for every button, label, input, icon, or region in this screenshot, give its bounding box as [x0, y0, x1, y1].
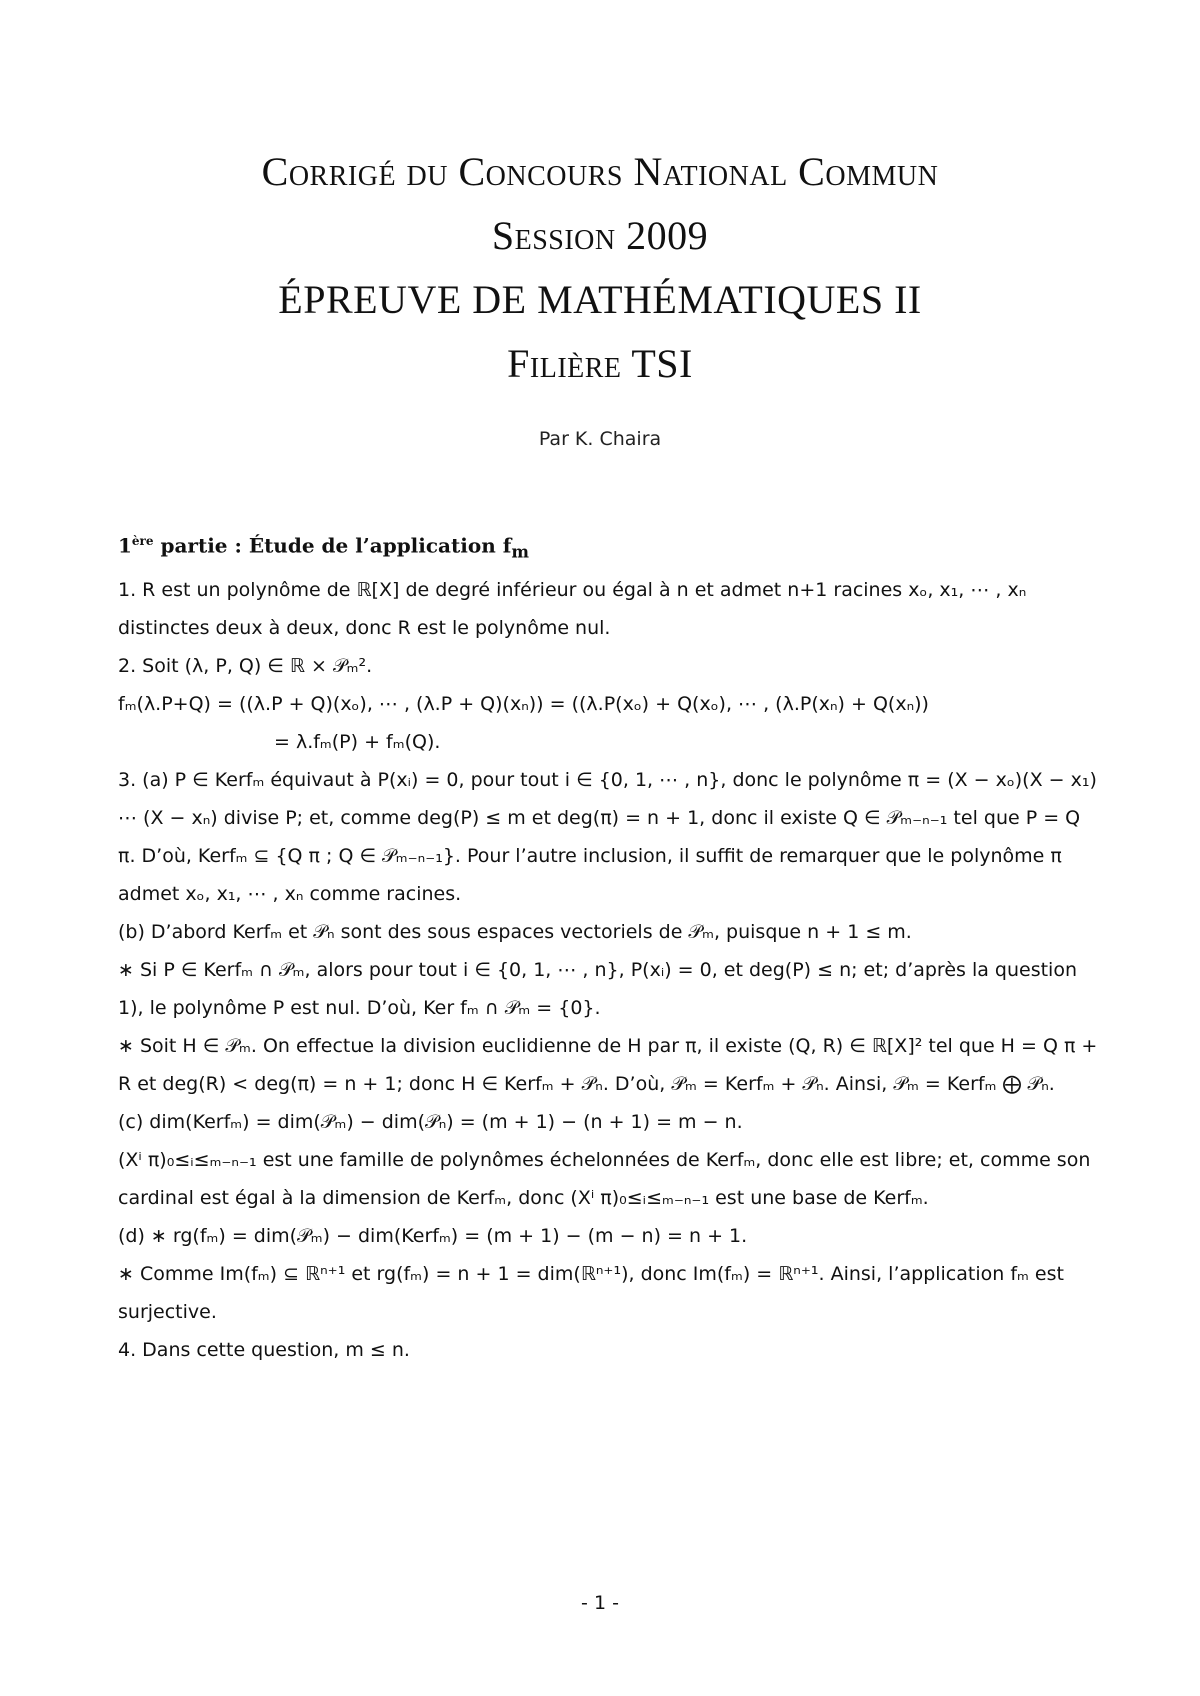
- section-ordinal: ère: [131, 534, 154, 548]
- body-content: [118, 522, 1100, 1369]
- page-number: - 1 -: [581, 1592, 619, 1614]
- title-block: [0, 140, 1200, 396]
- title-line-1: Corrigé du Concours National Commun: [261, 149, 939, 194]
- title-line-3: ÉPREUVE DE MATHÉMATIQUES II: [278, 277, 922, 322]
- paragraph-q1: 1. R est un polynôme de ℝ[X] de degré inférieur ou égal à n et admet n+1 racines xₒ, x₁, ⋯ , xₙ distinctes deux à deux, donc R est le polynôme nul.: [118, 578, 1027, 639]
- paragraph-q3c-basis: (Xⁱ π)₀≤ᵢ≤ₘ₋ₙ₋₁ est une famille de polynômes échelonnées de Kerfₘ, donc elle est libre; et, comme son cardinal est égal à la dimension de Kerfₘ, donc (Xⁱ π)₀≤ᵢ≤ₘ₋ₙ₋₁ est une base de Kerfₘ.: [118, 1148, 1091, 1209]
- paragraph-q3a: 3. (a) P ∈ Kerfₘ équivaut à P(xᵢ) = 0, pour tout i ∈ {0, 1, ⋯ , n}, donc le polynôme π = (X − xₒ)(X − x₁) ⋯ (X − xₙ) divise P; et, comme deg(P) ≤ m et deg(π) = n + 1, donc il existe Q ∈ 𝒫ₘ₋ₙ₋₁ tel que P = Q π. D’où, Kerfₘ ⊆ {Q π ; Q ∈ 𝒫ₘ₋ₙ₋₁}. Pour l’autre inclusion, il suffit de remarquer que le polynôme π admet xₒ, x₁, ⋯ , xₙ comme racines.: [118, 768, 1097, 905]
- paragraph-q3c: (c) dim(Kerfₘ) = dim(𝒫ₘ) − dim(𝒫ₙ) = (m + 1) − (n + 1) = m − n.: [118, 1110, 743, 1133]
- paragraph-q3d-item2: ∗ Comme Im(fₘ) ⊆ ℝⁿ⁺¹ et rg(fₘ) = n + 1 = dim(ℝⁿ⁺¹), donc Im(fₘ) = ℝⁿ⁺¹. Ainsi, l’application fₘ est surjective.: [118, 1262, 1064, 1323]
- section-title-subscript: m: [511, 541, 529, 562]
- paragraph-q3b: (b) D’abord Kerfₘ et 𝒫ₙ sont des sous espaces vectoriels de 𝒫ₘ, puisque n + 1 ≤ m.: [118, 920, 912, 943]
- paragraph-q3d: (d) ∗ rg(fₘ) = dim(𝒫ₘ) − dim(Kerfₘ) = (m + 1) − (m − n) = n + 1.: [118, 1224, 748, 1247]
- author-line: Par K. Chaira: [538, 428, 662, 450]
- section-title-text: partie : Étude de l’application f: [153, 533, 512, 558]
- paragraph-q4: 4. Dans cette question, m ≤ n.: [118, 1338, 410, 1361]
- equation-line-2: = λ.fₘ(P) + fₘ(Q).: [274, 730, 441, 753]
- paragraph-q3b-item1: ∗ Si P ∈ Kerfₘ ∩ 𝒫ₘ, alors pour tout i ∈ {0, 1, ⋯ , n}, P(xᵢ) = 0, et deg(P) ≤ n; et; d’après la question 1), le polynôme P est nul. D’où, Ker fₘ ∩ 𝒫ₘ = {0}.: [118, 958, 1078, 1019]
- section-number: 1: [118, 533, 132, 558]
- equation-line-1: fₘ(λ.P+Q) = ((λ.P + Q)(xₒ), ⋯ , (λ.P + Q)(xₙ)) = ((λ.P(xₒ) + Q(xₒ), ⋯ , (λ.P(xₙ) + Q(xₙ)): [118, 692, 929, 715]
- title-line-4: Filière TSI: [507, 341, 693, 386]
- paragraph-q2: 2. Soit (λ, P, Q) ∈ ℝ × 𝒫ₘ².: [118, 654, 373, 677]
- paragraph-q3b-item2: ∗ Soit H ∈ 𝒫ₘ. On effectue la division euclidienne de H par π, il existe (Q, R) ∈ ℝ[X]² tel que H = Q π + R et deg(R) < deg(π) = n + 1; donc H ∈ Kerfₘ + 𝒫ₙ. D’où, 𝒫ₘ = Kerfₘ + 𝒫ₙ. Ainsi, 𝒫ₘ = Kerfₘ ⨁ 𝒫ₙ.: [118, 1034, 1098, 1095]
- title-line-2: Session 2009: [491, 213, 709, 258]
- section-title: [118, 522, 1100, 571]
